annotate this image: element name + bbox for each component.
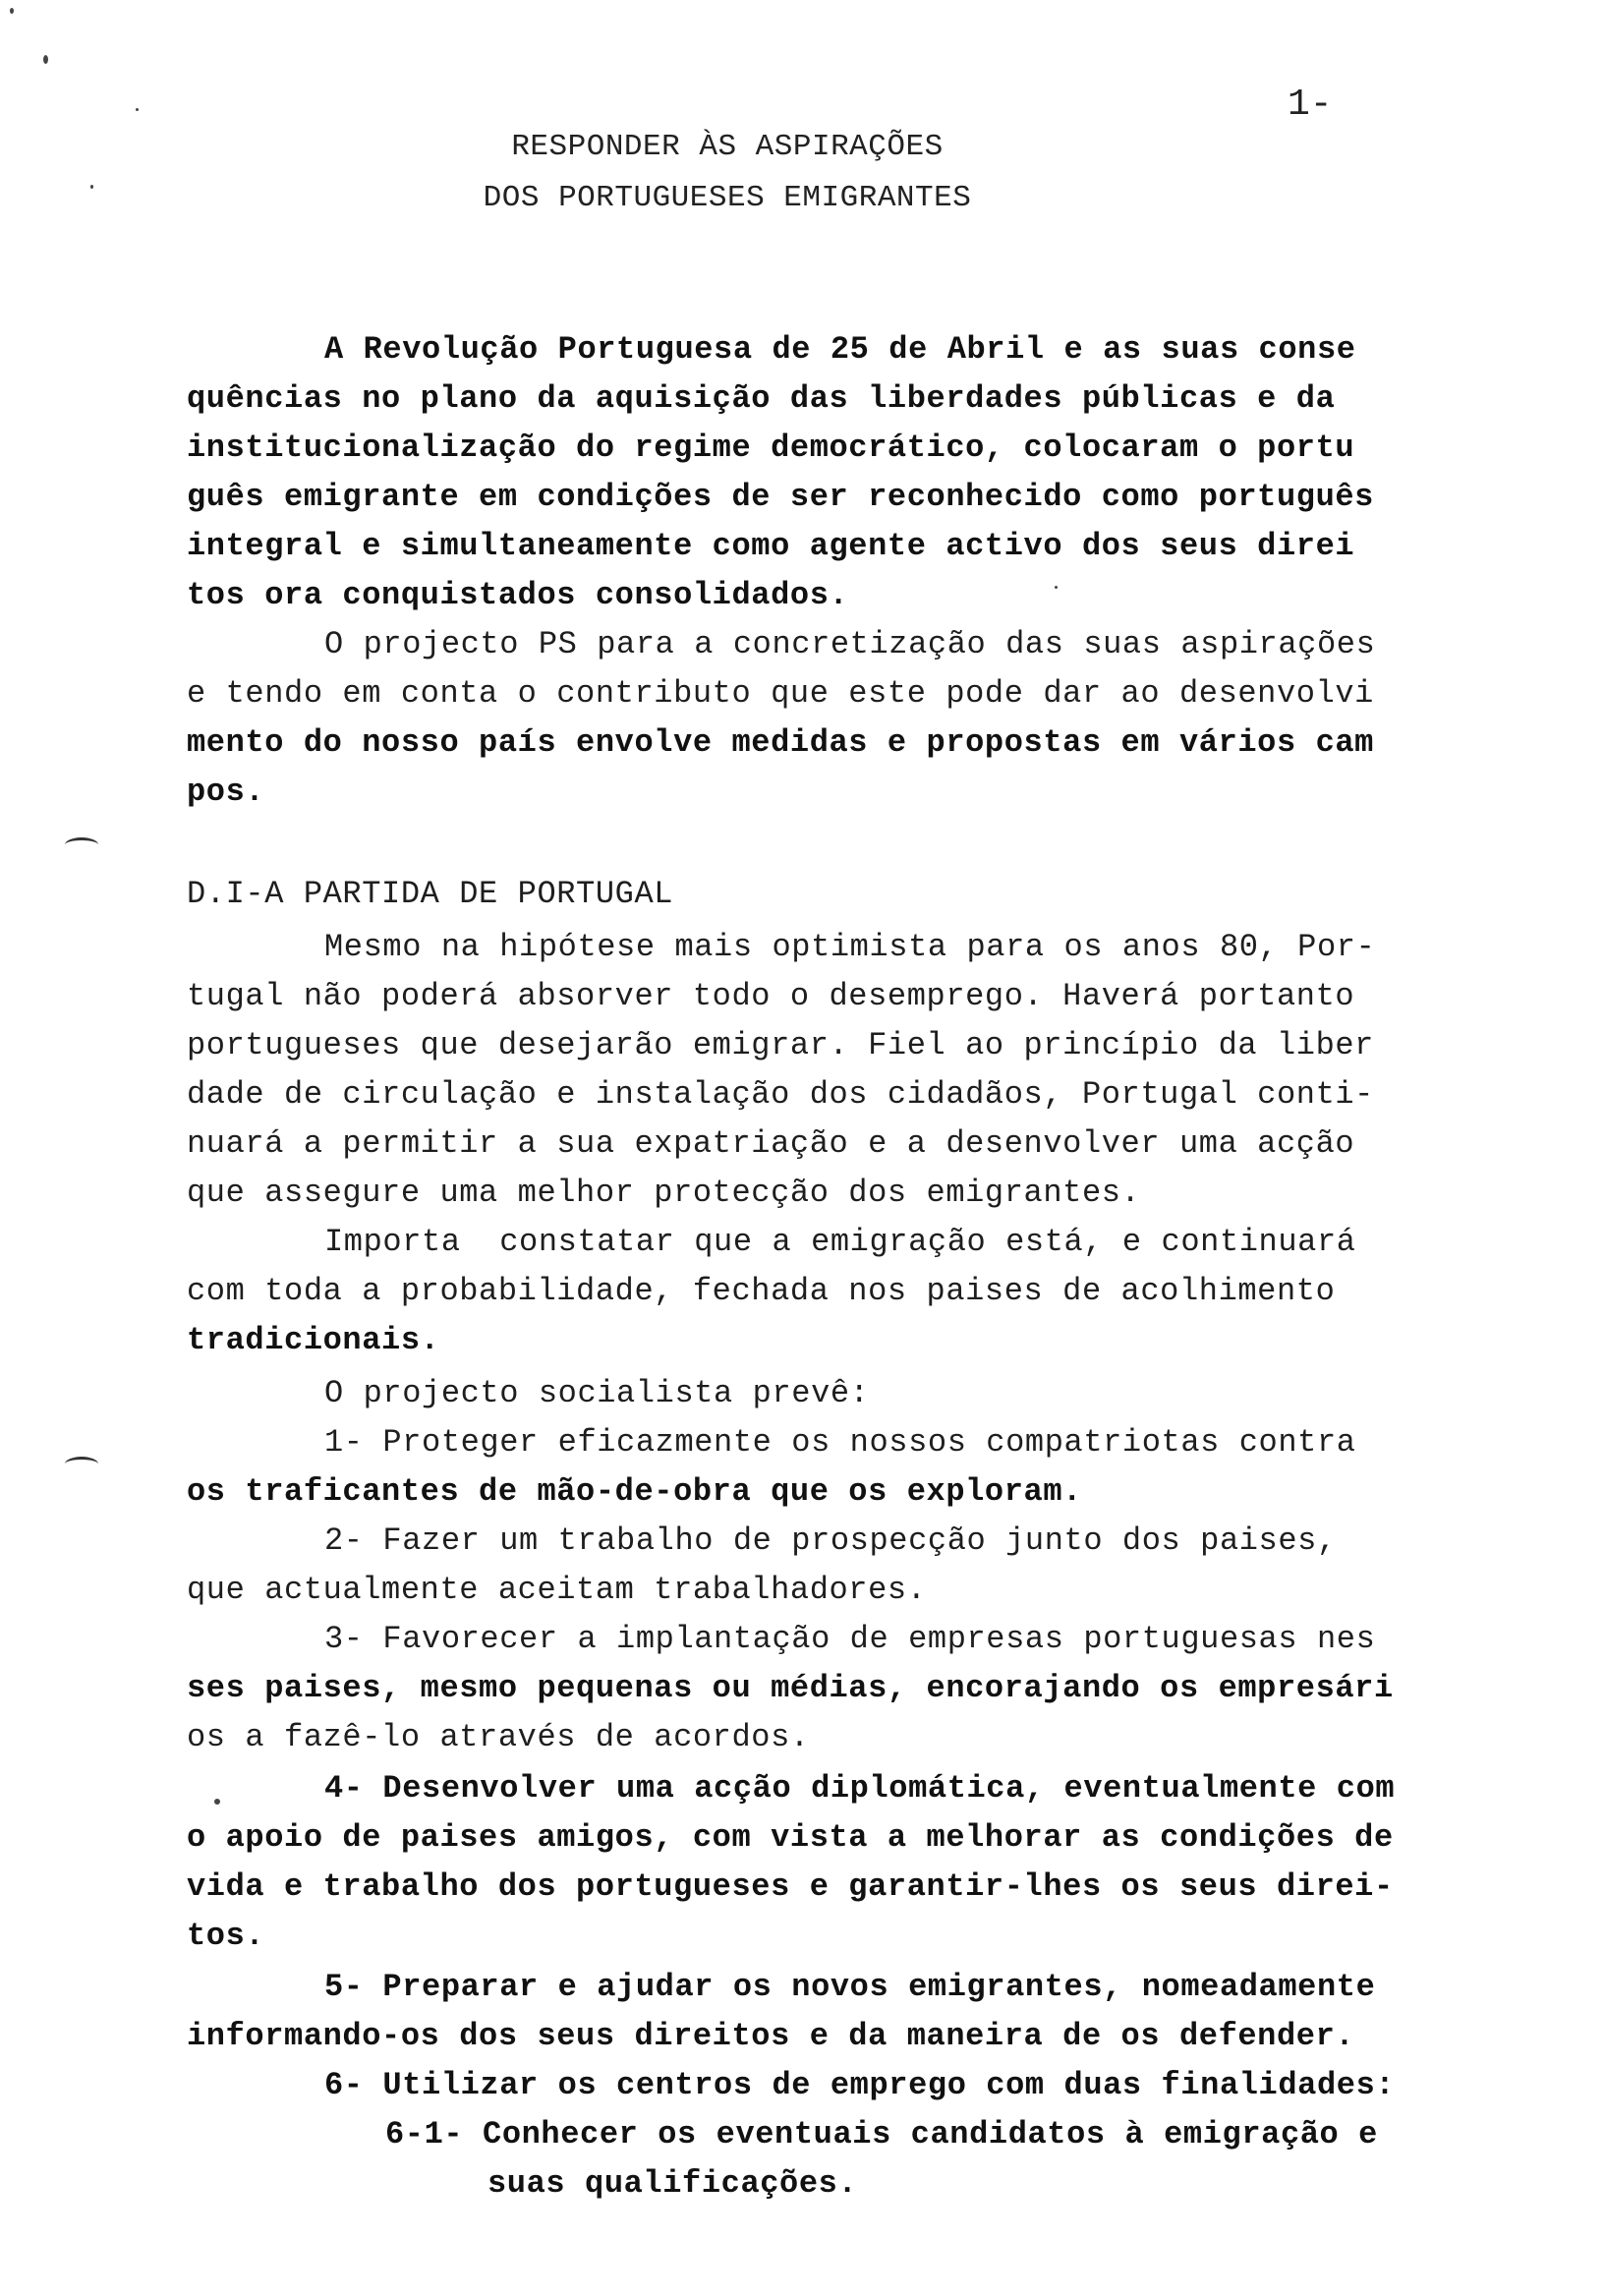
intro-line: integral e simultaneamente como agente activo dos seus direi xyxy=(187,528,1355,564)
list-item: tos. xyxy=(187,1918,265,1954)
list-item: 6- Utilizar os centros de emprego com duas finalidades: xyxy=(324,2067,1396,2103)
list-item: 6-1- Conhecer os eventuais candidatos à emigração e xyxy=(385,2116,1378,2152)
intro-line: A Revolução Portuguesa de 25 de Abril e as suas conse xyxy=(324,331,1356,368)
section-line: Mesmo na hipótese mais optimista para os anos 80, Por- xyxy=(324,929,1376,965)
list-item: vida e trabalho dos portugueses e garantir-lhes os seus direi- xyxy=(187,1868,1394,1905)
list-item: que actualmente aceitam trabalhadores. xyxy=(187,1572,927,1608)
scan-speck xyxy=(90,185,93,189)
section-line: portugueses que desejarão emigrar. Fiel ao princípio da liber xyxy=(187,1027,1374,1063)
list-item: os a fazê-lo através de acordos. xyxy=(187,1719,810,1755)
page-number: 1- xyxy=(1288,84,1333,126)
scan-speck xyxy=(43,55,48,64)
list-item: informando-os dos seus direitos e da maneira de os defender. xyxy=(187,2018,1355,2054)
list-item: suas qualificações. xyxy=(487,2165,858,2202)
section-line: nuará a permitir a sua expatriação e a desenvolver uma acção xyxy=(187,1125,1355,1162)
section-line: Importa constatar que a emigração está, e continuará xyxy=(324,1224,1356,1260)
intro-line: pos. xyxy=(187,774,265,810)
list-item: 3- Favorecer a implantação de empresas portuguesas nes xyxy=(324,1621,1376,1657)
section-heading: D.I-A PARTIDA DE PORTUGAL xyxy=(187,876,674,912)
section-line: tradicionais. xyxy=(187,1322,440,1358)
intro-line: quências no plano da aquisição das liberdades públicas e da xyxy=(187,380,1336,417)
document-title-line-1: RESPONDER ÀS ASPIRAÇÕES xyxy=(511,130,944,164)
section-line: com toda a probabilidade, fechada nos paises de acolhimento xyxy=(187,1273,1336,1309)
scan-speck xyxy=(1055,586,1058,589)
scan-speck xyxy=(10,8,14,14)
list-item: 1- Proteger eficazmente os nossos compatriotas contra xyxy=(324,1424,1356,1461)
section-line: que assegure uma melhor protecção dos emigrantes. xyxy=(187,1175,1141,1211)
list-item: os traficantes de mão-de-obra que os exploram. xyxy=(187,1473,1082,1510)
list-item: 4- Desenvolver uma acção diplomática, eventualmente com xyxy=(324,1770,1396,1807)
intro-line: guês emigrante em condições de ser reconhecido como português xyxy=(187,479,1374,515)
intro-line: e tendo em conta o contributo que este pode dar ao desenvolvi xyxy=(187,675,1374,712)
punch-hole-mark xyxy=(65,1457,98,1471)
list-item: 2- Fazer um trabalho de prospecção junto dos paises, xyxy=(324,1522,1337,1559)
punch-hole-mark xyxy=(65,837,98,852)
intro-line: institucionalização do regime democrático, colocaram o portu xyxy=(187,430,1355,466)
scan-speck xyxy=(136,108,139,111)
document-title-line-2: DOS PORTUGUESES EMIGRANTES xyxy=(483,181,972,215)
intro-line: mento do nosso país envolve medidas e propostas em vários cam xyxy=(187,724,1374,761)
section-line: tugal não poderá absorver todo o desemprego. Haverá portanto xyxy=(187,978,1355,1014)
list-item: 5- Preparar e ajudar os novos emigrantes, nomeadamente xyxy=(324,1969,1376,2005)
list-item: o apoio de paises amigos, com vista a melhorar as condições de xyxy=(187,1819,1394,1856)
section-line: O projecto socialista prevê: xyxy=(324,1375,870,1411)
intro-line: tos ora conquistados consolidados. xyxy=(187,577,849,613)
list-item: ses paises, mesmo pequenas ou médias, encorajando os empresári xyxy=(187,1670,1394,1706)
section-line: dade de circulação e instalação dos cidadãos, Portugal conti- xyxy=(187,1076,1374,1113)
scan-speck xyxy=(214,1799,220,1805)
intro-line: O projecto PS para a concretização das suas aspirações xyxy=(324,626,1376,662)
